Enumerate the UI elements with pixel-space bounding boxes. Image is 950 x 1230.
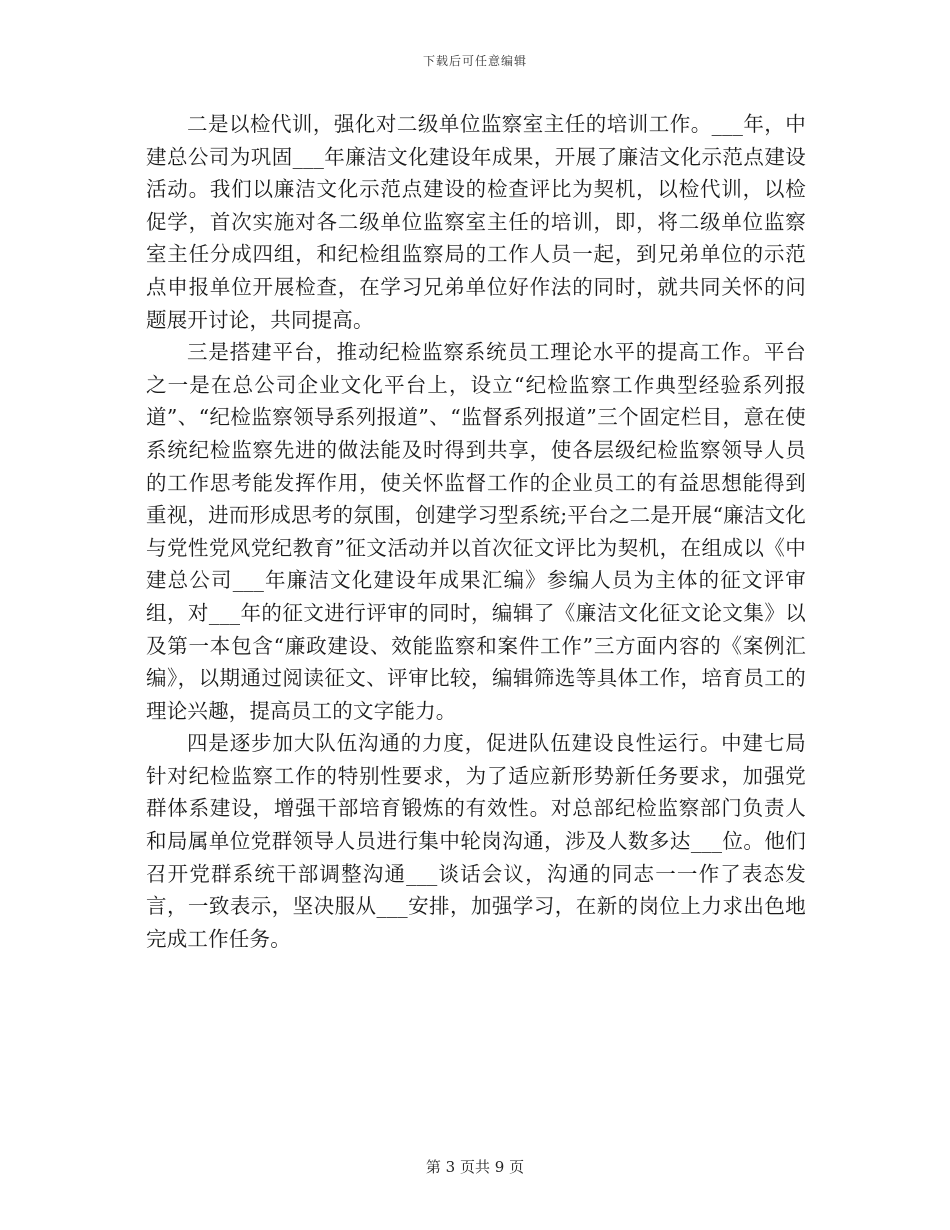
paragraph-2: 二是以检代训，强化对二级单位监察室主任的培训工作。___年，中建总公司为巩固___年廉洁文化建设年成果，开展了廉洁文化示范点建设活动。我们以廉洁文化示范点建设的检查评比为契机，以检代训，以检促学，首次实施对各二级单位监察室主任的培训，即，将二级单位监察室主任分成四组，和纪检组监察局的工作人员一起，到兄弟单位的示范点申报单位开展检查，在学习兄弟单位好作法的同时，就共同关怀的问题展开讨论，共同提高。: [146, 112, 806, 332]
paragraph-4: 四是逐步加大队伍沟通的力度，促进队伍建设良性运行。中建七局针对纪检监察工作的特别性要求，为了适应新形势新任务要求，加强党群体系建设，增强干部培育锻炼的有效性。对总部纪检监察部门负责人和局属单位党群领导人员进行集中轮岗沟通，涉及人数多达___位。他们召开党群系统干部调整沟通___谈话会议，沟通的同志一一作了表态发言，一致表示，坚决服从___安排，加强学习，在新的岗位上力求出色地完成工作任务。: [146, 731, 806, 951]
page-header: 下载后可任意编辑: [422, 54, 527, 68]
document-body: [146, 108, 806, 955]
paragraph-3: 三是搭建平台，推动纪检监察系统员工理论水平的提高工作。平台之一是在总公司企业文化平台上，设立“纪检监察工作典型经验系列报道”、“纪检监察领导系列报道”、“监督系列报道”三个固定栏目，意在使系统纪检监察先进的做法能及时得到共享，使各层级纪检监察领导人员的工作思考能发挥作用，使关怀监督工作的企业员工的有益思想能得到重视，进而形成思考的氛围，创建学习型系统;平台之二是开展“廉洁文化与党性党风党纪教育”征文活动并以首次征文评比为契机，在组成以《中建总公司___年廉洁文化建设年成果汇编》参编人员为主体的征文评审组，对___年的征文进行评审的同时，编辑了《廉洁文化征文论文集》以及第一本包含“廉政建设、效能监察和案件工作”三方面内容的《案例汇编》，以期通过阅读征文、评审比较，编辑筛选等具体工作，培育员工的理论兴趣，提高员工的文字能力。: [146, 340, 806, 723]
page-footer: 第 3 页共 9 页: [425, 1158, 525, 1176]
